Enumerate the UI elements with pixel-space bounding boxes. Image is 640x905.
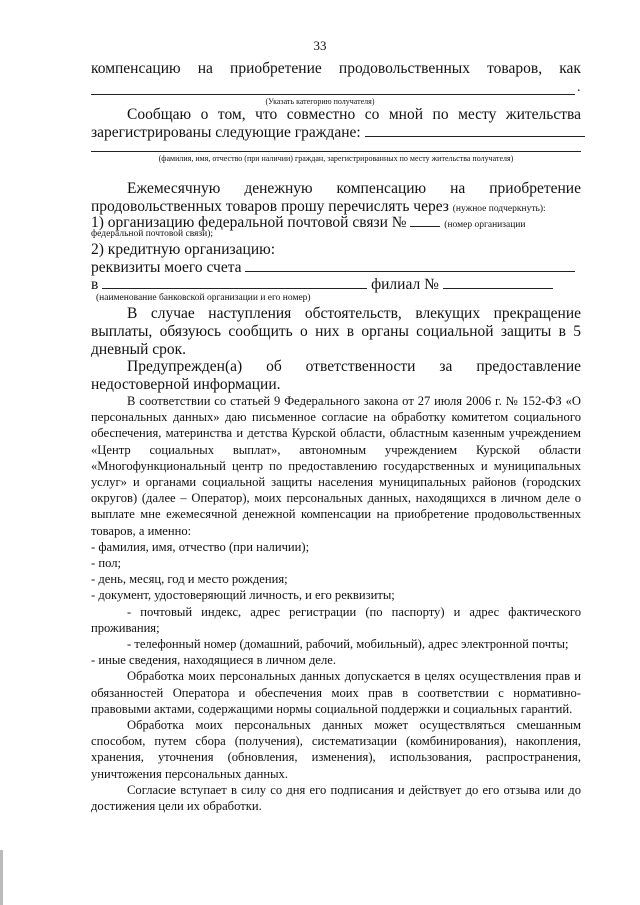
end-mark: . (577, 80, 581, 95)
obligation-line3: дневный срок. (91, 341, 187, 358)
option-postal: 1) организацию федеральной почтовой связи № (номер организации (91, 214, 526, 231)
list-item: - телефонный номер (домашний, рабочий, мобильный), адрес электронной почты; (127, 637, 569, 652)
account-field[interactable] (245, 259, 575, 272)
obligation-line1: В случае наступления обстоятельств, влекущих прекращение (127, 305, 581, 322)
registered-citizens-caption: (фамилия, имя, отчество (при наличии) граждан, зарегистрированных по месту жительства получателя) (158, 154, 514, 163)
bank-line (91, 276, 581, 294)
obligation-line2: выплаты, обязуюсь сообщить о них в органы социальной защиты в 5 (91, 323, 581, 340)
list-item: - документ, удостоверяющий личность, и его реквизиты; (91, 588, 395, 603)
bank-caption: (наименование банковской организации и его номер) (96, 293, 311, 303)
list-item: - день, месяц, год и место рождения; (91, 572, 288, 587)
branch-number-field[interactable] (443, 276, 553, 289)
compensation-line1: Ежемесячную денежную компенсацию на приобретение (127, 180, 581, 197)
consent-validity: Согласие вступает в силу со дня его подписания и действует до его отзыва или до достижения цели их обработки. (91, 782, 581, 814)
residence-line (91, 124, 581, 142)
list-item: - иные сведения, находящиеся в личном деле. (91, 653, 337, 668)
consent-intro: В соответствии со статьей 9 Федерального закона от 27 июля 2006 г. № 152-ФЗ «О персональных данных» даю письменное согласие на обработку комитетом социального обеспечения, материнства и детства Курской области, областным казенным учреждением «Центр социальных выплат», автономным учреждением Курской области «Многофункциональный центр по предоставлению государственных и муниципальных услуг» и органами социальной защиты населения муниципальных районов (городских округов) (далее – Оператор), моих персональных данных, находящихся в личном деле о выплате мне ежемесячной денежной компенсации на приобретение продовольственных товаров, а именно: (91, 394, 581, 538)
list-item: - почтовый индекс, адрес регистрации (по паспорту) и адрес фактического проживания; (91, 604, 581, 635)
consent-purpose: Обработка моих персональных данных допускается в целях осуществления прав и обязанностей Оператора и обеспечения моих прав в соответствии с нормативно-правовыми актами, содержащими нормы социальной поддержки и социальных гарантий. (91, 669, 581, 716)
warning-line1: Предупрежден(а) об ответственности за предоставление (127, 358, 581, 375)
bank-name-field[interactable] (102, 276, 367, 289)
option-credit: 2) кредитную организацию: (91, 241, 276, 258)
recipient-category-caption: (Указать категорию получателя) (265, 97, 375, 106)
account-line (91, 259, 581, 277)
scan-edge-mark (0, 850, 3, 905)
recipient-category-field[interactable] (91, 94, 575, 95)
list-item: - пол; (91, 556, 121, 571)
option-postal-note: федеральной почтовой связи); (91, 229, 214, 239)
bank-prefix: в (91, 276, 99, 293)
account-label: реквизиты моего счета (91, 259, 242, 276)
page-number: 33 (313, 38, 327, 53)
branch-label: филиал № (371, 276, 439, 293)
residence-text: Сообщаю о том, что совместно со мной по месту жительства (127, 106, 581, 123)
postal-number-field[interactable] (410, 214, 440, 227)
consent-methods: Обработка моих персональных данных может осуществляться смешанным способом, путем сбора (получения), систематизации (комбинирования), накопления, хранения, уточнения (обновления, изменения), использования, распространения, уничтожения персональных данных. (91, 718, 581, 781)
header-line: компенсацию на приобретение продовольственных товаров, как (91, 60, 581, 77)
residence-label: зарегистрированы следующие граждане: (91, 124, 361, 141)
list-item: - фамилия, имя, отчество (при наличии); (91, 539, 310, 554)
consent-block (91, 393, 581, 814)
registered-citizens-field[interactable] (365, 124, 585, 137)
registered-citizens-field-line2[interactable] (91, 151, 581, 152)
compensation-line2: продовольственных товаров прошу перечислять через (нужное подчеркнуть): (91, 198, 546, 215)
warning-line2: недостоверной информации. (91, 376, 281, 393)
underline-note: (нужное подчеркнуть): (452, 204, 546, 214)
